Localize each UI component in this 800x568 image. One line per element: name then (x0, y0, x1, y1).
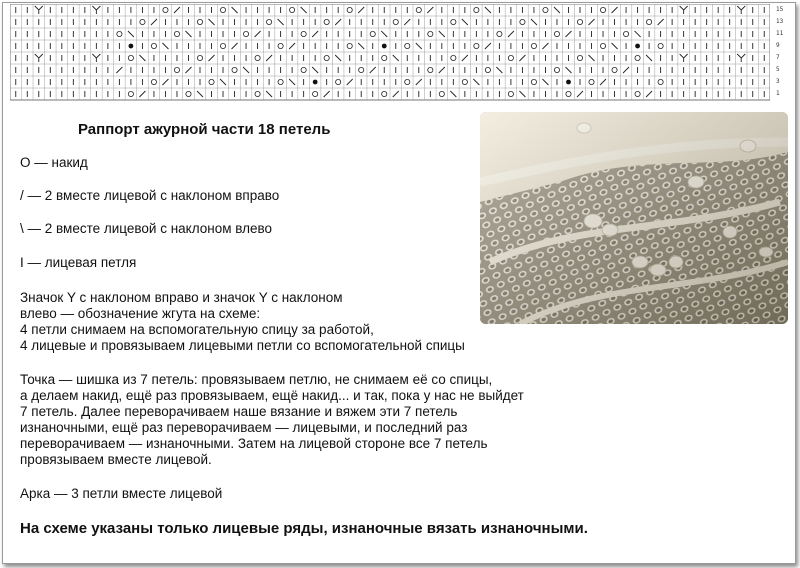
legend-knit-stitch: I — лицевая петля (20, 255, 137, 270)
cable-line: 4 лицевые и провязываем лицевыми петли со вспомогательной спицы (20, 338, 465, 353)
bobble-line: а делаем накид, ещё раз провязываем, ещё накид... и так, пока у нас не выйдет (20, 388, 524, 403)
row-number: 7 (776, 54, 780, 61)
bobble-description (20, 372, 620, 468)
row-numbers (776, 6, 792, 106)
chart-symbol (635, 44, 640, 49)
row-number: 13 (776, 18, 784, 25)
row-number: 3 (776, 78, 780, 85)
bottom-note: На схеме указаны только лицевые ряды, изнаночные вязать изнаночными. (20, 520, 588, 537)
chart-symbol (313, 80, 318, 85)
cable-line: влево — обозначение жгута на схеме: (20, 306, 261, 321)
chart-symbol (382, 44, 387, 49)
row-number: 1 (776, 90, 780, 97)
knitting-chart (10, 4, 770, 106)
row-number: 11 (776, 30, 784, 37)
bobble-line: изнаночными, ещё раз переворачиваем — лицевыми, и последний раз (20, 420, 468, 435)
legend-k2tog-left: \ — 2 вместе лицевой с наклоном влево (20, 221, 273, 236)
legend-k2tog-right: / — 2 вместе лицевой с наклоном вправо (20, 188, 280, 203)
legend-yarn-over: O — накид (20, 155, 88, 170)
row-number: 15 (776, 6, 784, 13)
row-number: 5 (776, 66, 780, 73)
chart-symbol (566, 80, 571, 85)
chart-symbol (129, 44, 134, 49)
cable-description (20, 290, 620, 354)
bobble-line: переворачиваем — изнаночными. Затем на лицевой стороне все 7 петель (20, 436, 488, 451)
bobble-line: Точка — шишка из 7 петель: провязываем петлю, не снимаем её со спицы, (20, 372, 493, 387)
bobble-line: 7 петель. Далее переворачиваем наше вязание и вяжем эти 7 петель (20, 404, 458, 419)
page-title: Раппорт ажурной части 18 петель (78, 121, 331, 138)
bobble-line: провязываем вместе лицевой. (20, 452, 212, 467)
arch-description: Арка — 3 петли вместе лицевой (20, 486, 223, 501)
cable-line: 4 петли снимаем на вспомогательную спицу за работой, (20, 322, 374, 337)
row-number: 9 (776, 42, 780, 49)
cable-line: Значок Y с наклоном вправо и значок Y с наклоном (20, 290, 343, 305)
